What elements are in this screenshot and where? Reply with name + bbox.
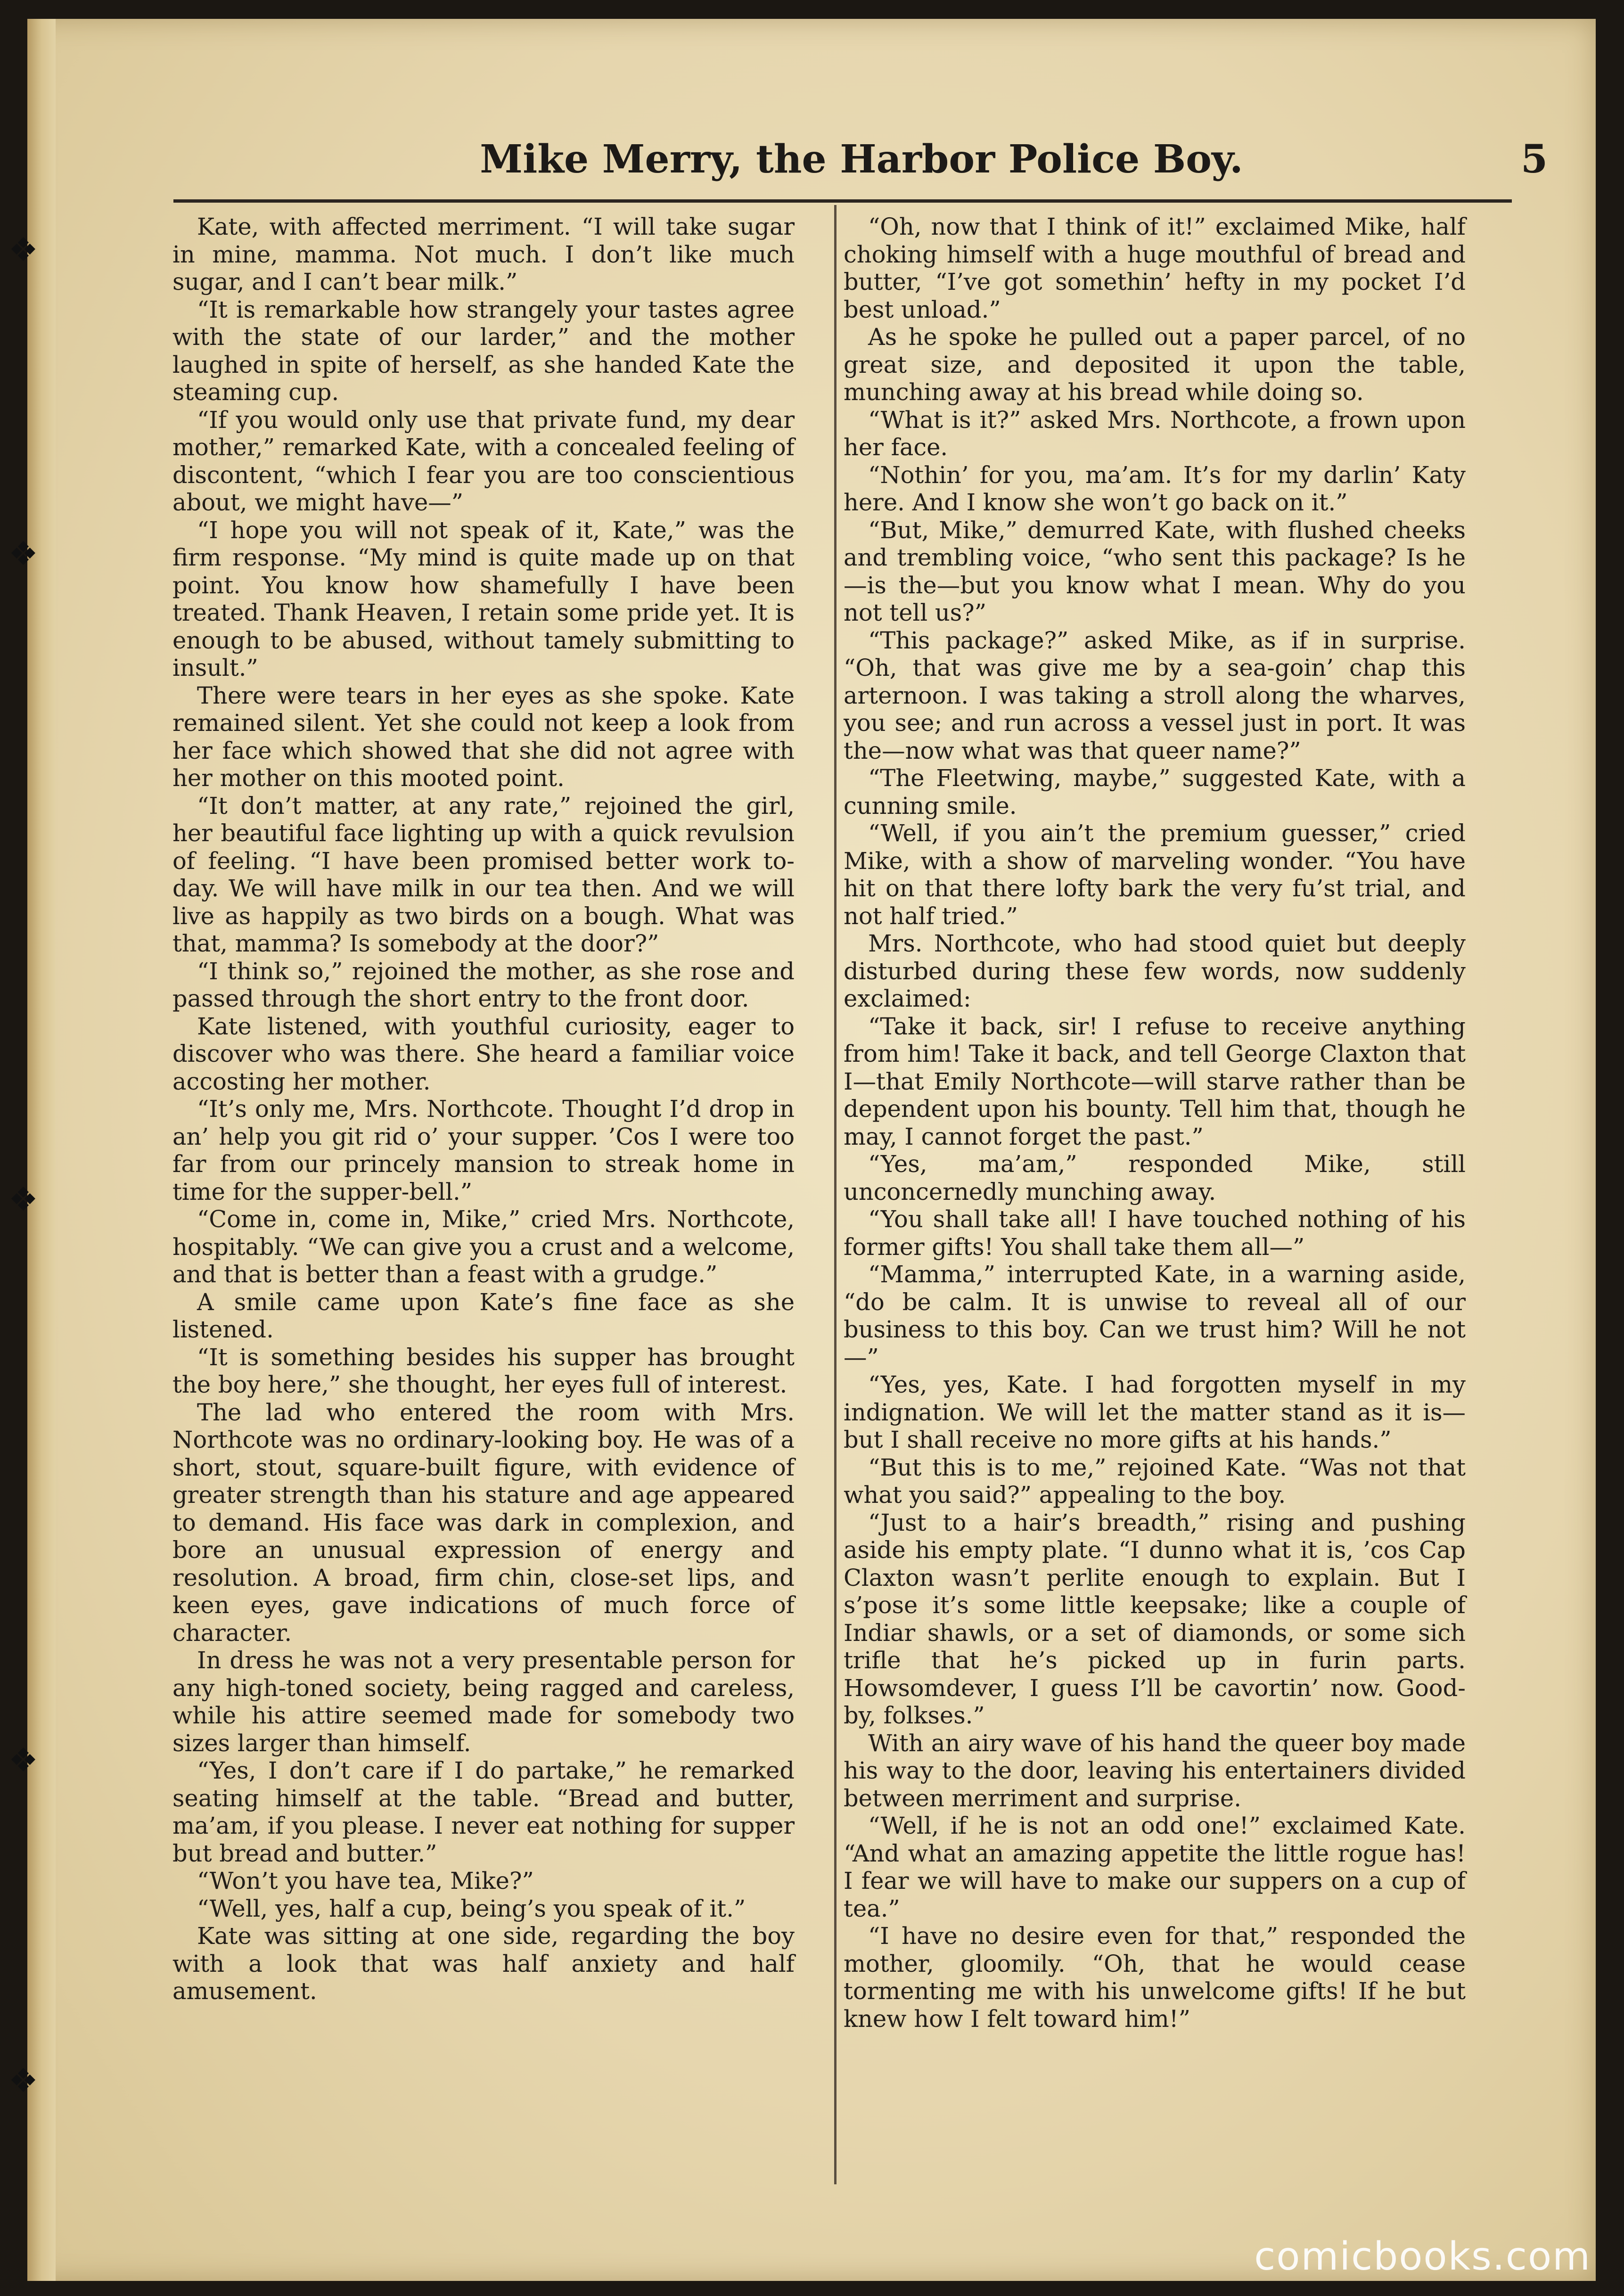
header-rule (173, 199, 1512, 203)
paragraph: The lad who entered the room with Mrs. Northcote was no ordinary-looking boy. He was of a short, stout, square-built figure, with evidence of greater strength than his stature and age appeared to demand. His face was dark in complexion, and bore an unusual expression of energy and resolution. A broad, firm chin, close-set lips, and keen eyes, gave indications of much force of character. (172, 1398, 795, 1647)
paragraph: “Yes, yes, Kate. I had forgotten myself in my indignation. We will let the matter stand as it is—but I shall receive no more gifts at his hands.” (844, 1371, 1466, 1453)
page-header (178, 132, 1548, 184)
paragraph: “Take it back, sir! I refuse to receive anything from him! Take it back, and tell George Claxton that I—that Emily Northcote—will starve rather than be dependent upon his bounty. Tell him that, though he may, I cannot forget the past.” (844, 1012, 1466, 1150)
paragraph: “I have no desire even for that,” responded the mother, gloomily. “Oh, that he would cease tormenting me with his unwelcome gifts! If he but knew how I felt toward him!” (844, 1922, 1466, 2033)
paragraph: “Well, if he is not an odd one!” exclaimed Kate. “And what an amazing appetite the little rogue has! I fear we will have to make our suppers on a cup of tea.” (844, 1812, 1466, 1922)
binding-stitch-icon: ❖ (8, 534, 38, 573)
paragraph: “I think so,” rejoined the mother, as she rose and passed through the short entry to the front door. (172, 957, 795, 1012)
paragraph: With an airy wave of his hand the queer boy made his way to the door, leaving his entertainers divided between merriment and surprise. (844, 1729, 1466, 1812)
binding-gutter (8, 19, 56, 2281)
paragraph: “It is something besides his supper has brought the boy here,” she thought, her eyes full of interest. (172, 1343, 795, 1398)
binding-stitch-icon: ❖ (8, 1180, 38, 1219)
paragraph: There were tears in her eyes as she spoke. Kate remained silent. Yet she could not keep a look from her face which showed that she did not agree with her mother on this mooted point. (172, 681, 795, 792)
paragraph: As he spoke he pulled out a paper parcel, of no great size, and deposited it upon the table, munching away at his bread while doing so. (844, 323, 1466, 406)
binding-stitch-icon: ❖ (8, 2061, 38, 2100)
column-divider (834, 205, 837, 2184)
paragraph: Kate listened, with youthful curiosity, eager to discover who was there. She heard a familiar voice accosting her mother. (172, 1012, 795, 1095)
paragraph: Kate was sitting at one side, regarding the boy with a look that was half anxiety and half amusement. (172, 1922, 795, 2005)
page-number: 5 (1520, 137, 1548, 182)
running-title: Mike Merry, the Harbor Police Boy. (480, 137, 1243, 182)
paragraph: “Just to a hair’s breadth,” rising and pushing aside his empty plate. “I dunno what it is, ’cos Cap Claxton wasn’t perlite enough to explain. But I s’pose it’s some little keepsake; like a couple of Indiar shawls, or a set of diamonds, or some sich trifle that he’s picked up in furin parts. Howsomdever, I guess I’ll be cavortin’ now. Good-by, folkses.” (844, 1509, 1466, 1729)
binding-stitch-icon: ❖ (8, 230, 38, 269)
paragraph: “If you would only use that private fund, my dear mother,” remarked Kate, with a concealed feeling of discontent, “which I fear you are too conscientious about, we might have—” (172, 406, 795, 516)
paragraph: “But this is to me,” rejoined Kate. “Was not that what you said?” appealing to the boy. (844, 1453, 1466, 1509)
paragraph: Mrs. Northcote, who had stood quiet but deeply disturbed during these few words, now suddenly exclaimed: (844, 930, 1466, 1012)
paragraph: “Come in, come in, Mike,” cried Mrs. Northcote, hospitably. “We can give you a crust and a welcome, and that is better than a feast with a grudge.” (172, 1205, 795, 1288)
paragraph: “This package?” asked Mike, as if in surprise. “Oh, that was give me by a sea-goin’ chap this arternoon. I was taking a stroll along the wharves, you see; and run across a vessel just in port. It was the—now what was that queer name?” (844, 626, 1466, 764)
paragraph: “Oh, now that I think of it!” exclaimed Mike, half choking himself with a huge mouthful of bread and butter, “I’ve got somethin’ hefty in my pocket I’d best unload.” (844, 213, 1466, 323)
book-page (8, 19, 1596, 2281)
paragraph: “Yes, I don’t care if I do partake,” he remarked seating himself at the table. “Bread and butter, ma’am, if you please. I never eat nothing for supper but bread and butter.” (172, 1757, 795, 1867)
paragraph: “Mamma,” interrupted Kate, in a warning aside, “do be calm. It is unwise to reveal all of our business to this boy. Can we trust him? Will he not—” (844, 1261, 1466, 1371)
paragraph: “What is it?” asked Mrs. Northcote, a frown upon her face. (844, 406, 1466, 461)
paragraph: “It is remarkable how strangely your tastes agree with the state of our larder,” and the mother laughed in spite of herself, as she handed Kate the steaming cup. (172, 295, 795, 406)
watermark-logo: comicbooks.com (1254, 2234, 1591, 2279)
paragraph: “It’s only me, Mrs. Northcote. Thought I’d drop in an’ help you git rid o’ your supper. ’Cos I were too far from our princely mansion to streak home in time for the supper-bell.” (172, 1095, 795, 1205)
paragraph: “Yes, ma’am,” responded Mike, still unconcernedly munching away. (844, 1150, 1466, 1205)
paragraph: Kate, with affected merriment. “I will take sugar in mine, mamma. Not much. I don’t like much sugar, and I can’t bear milk.” (172, 213, 795, 295)
paragraph: “I hope you will not speak of it, Kate,” was the firm response. “My mind is quite made up on that point. You know how shamefully I have been treated. Thank Heaven, I retain some pride yet. It is enough to be abused, without tamely submitting to insult.” (172, 516, 795, 681)
paragraph: “The Fleetwing, maybe,” suggested Kate, with a cunning smile. (844, 764, 1466, 820)
left-column (172, 213, 795, 2005)
binding-stitch-icon: ❖ (8, 1741, 38, 1779)
paragraph: “You shall take all! I have touched nothing of his former gifts! You shall take them all—” (844, 1205, 1466, 1261)
paragraph: “Won’t you have tea, Mike?” (197, 1867, 534, 1894)
paragraph: A smile came upon Kate’s fine face as she listened. (172, 1288, 795, 1343)
right-column (844, 213, 1466, 2033)
paragraph: “But, Mike,” demurred Kate, with flushed cheeks and trembling voice, “who sent this package? Is he—is the—but you know what I mean. Why do you not tell us?” (844, 516, 1466, 626)
paragraph: “It don’t matter, at any rate,” rejoined the girl, her beautiful face lighting up with a quick revulsion of feeling. “I have been promised better work to-day. We will have milk in our tea then. And we will live as happily as two birds on a bough. What was that, mamma? Is somebody at the door?” (172, 792, 795, 957)
paragraph: “Nothin’ for you, ma’am. It’s for my darlin’ Katy here. And I know she won’t go back on it.” (844, 461, 1466, 516)
paragraph: “Well, yes, half a cup, being’s you speak of it.” (197, 1894, 746, 1922)
paragraph: In dress he was not a very presentable person for any high-toned society, being ragged and careless, while his attire seemed made for somebody two sizes larger than himself. (172, 1647, 795, 1757)
paragraph: “Well, if you ain’t the premium guesser,” cried Mike, with a show of marveling wonder. “You have hit on that there lofty bark the very fu’st trial, and not half tried.” (844, 820, 1466, 930)
